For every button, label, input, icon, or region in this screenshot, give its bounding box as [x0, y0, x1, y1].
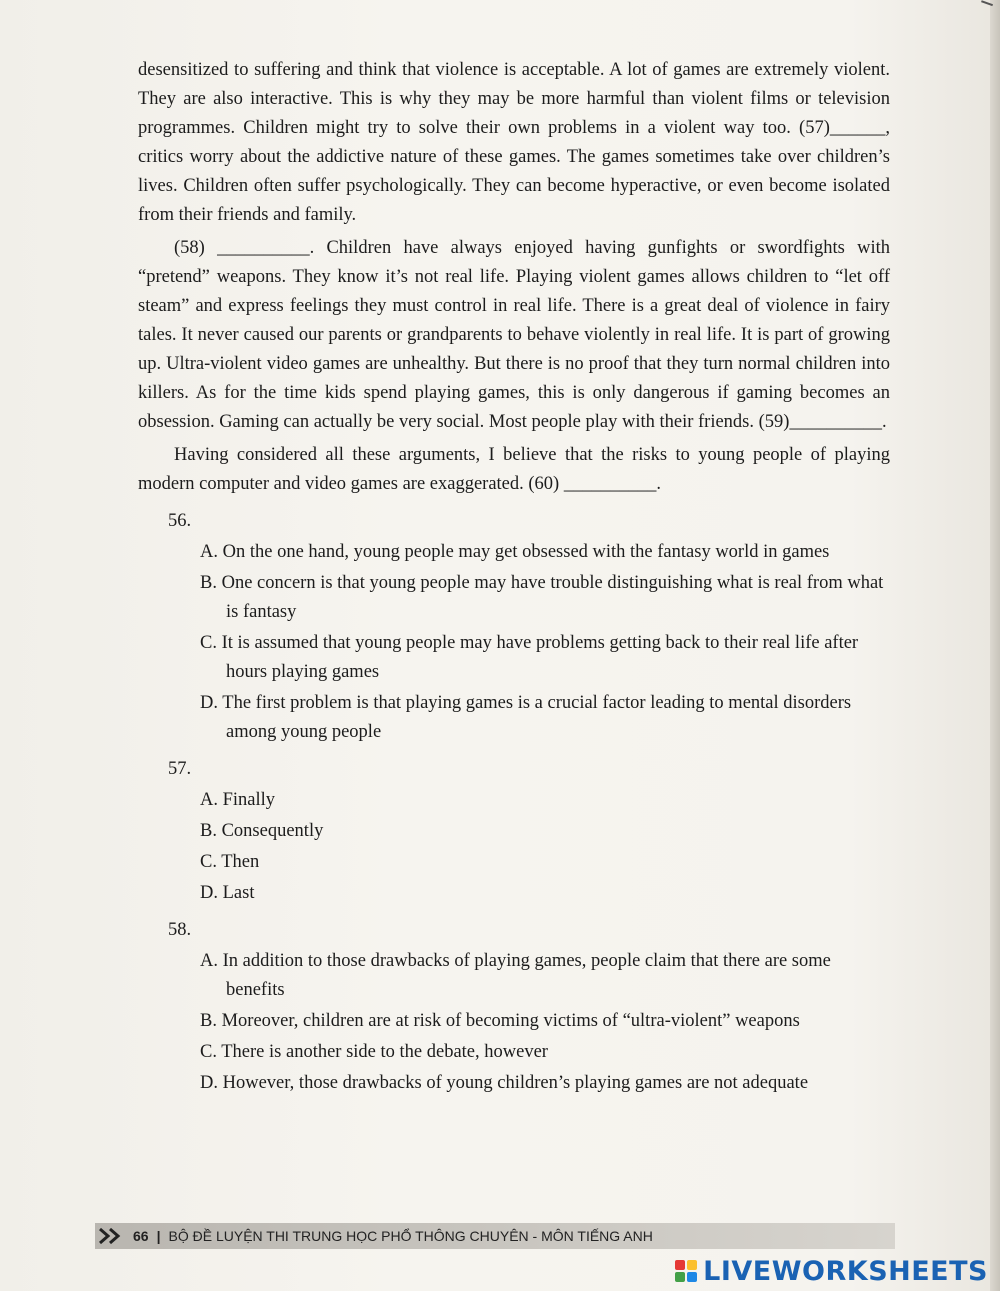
logo-square — [687, 1272, 697, 1282]
page-footer — [95, 1223, 895, 1249]
options-list — [200, 786, 890, 908]
option-d[interactable]: D. Last — [200, 883, 255, 903]
page-edge-shadow — [990, 0, 1000, 1291]
liveworksheets-brand[interactable] — [675, 1256, 988, 1286]
page-number: 66 — [133, 1228, 149, 1244]
passage-paragraph-1: desensitized to suffering and think that violence is acceptable. A lot of games are extremely violent. They are also interactive. This is why they may be more harmful than violent films or television programmes. Children might try to solve their own problems in a violent way too. (57)______, critics worry about the addictive nature of these games. The games sometimes take over children’s lives. Children often suffer psychologically. They can become hyperactive, or even become isolated from their friends and family. — [138, 60, 890, 225]
option-c[interactable]: C. There is another side to the debate, however — [200, 1042, 548, 1062]
option-a[interactable]: A. Finally — [200, 790, 276, 810]
option-b[interactable]: B. Consequently — [200, 821, 324, 841]
double-chevron-icon — [95, 1223, 129, 1249]
brand-name: LIVEWORKSHEETS — [703, 1255, 988, 1287]
question-number: 58. — [168, 920, 192, 940]
question-58 — [138, 916, 890, 1098]
logo-square — [675, 1272, 685, 1282]
passage-paragraph-2: (58) __________. Children have always enjoyed having gunfights or swordfights with “pretend” weapons. They know it’s not real life. Playing violent games allows children to “let off steam” and express feelings they must control in real life. There is a great deal of violence in fairy tales. It never caused our parents or grandparents to behave violently in real life. It is part of growing up. Ultra-violent video games are unhealthy. But there is no proof that they turn normal children into killers. As for the time kids spend playing games, this is only dangerous if gaming becomes an obsession. Gaming can actually be very social. Most people play with their friends. (59)__________. — [138, 238, 890, 432]
option-a[interactable]: A. On the one hand, young people may get obsessed with the fantasy world in games — [200, 542, 830, 562]
option-b[interactable]: B. One concern is that young people may have trouble distinguishing what is real from what is fantasy — [200, 573, 884, 622]
option-c[interactable]: C. Then — [200, 852, 260, 872]
option-d[interactable]: D. The first problem is that playing games is a crucial factor leading to mental disorders among young people — [200, 693, 852, 742]
passage-paragraph-3: Having considered all these arguments, I believe that the risks to young people of playing modern computer and video games are exaggerated. (60) __________. — [138, 445, 890, 494]
options-list — [200, 947, 890, 1098]
option-a[interactable]: A. In addition to those drawbacks of playing games, people claim that there are some benefits — [200, 951, 831, 1000]
liveworksheets-logo-icon — [675, 1260, 697, 1282]
question-number: 56. — [168, 511, 192, 531]
question-56 — [138, 507, 890, 747]
page-content — [138, 56, 890, 1102]
option-b[interactable]: B. Moreover, children are at risk of becoming victims of “ultra-violent” weapons — [200, 1011, 800, 1031]
question-57 — [138, 755, 890, 908]
logo-square — [687, 1260, 697, 1270]
footer-separator: | — [156, 1228, 161, 1244]
question-number: 57. — [168, 759, 192, 779]
logo-square — [675, 1260, 685, 1270]
options-list — [200, 538, 890, 747]
book-title: BỘ ĐỀ LUYỆN THI TRUNG HỌC PHỔ THÔNG CHUYÊN - MÔN TIẾNG ANH — [168, 1228, 653, 1244]
option-d[interactable]: D. However, those drawbacks of young children’s playing games are not adequate — [200, 1073, 809, 1093]
option-c[interactable]: C. It is assumed that young people may have problems getting back to their real life after hours playing games — [200, 633, 859, 682]
